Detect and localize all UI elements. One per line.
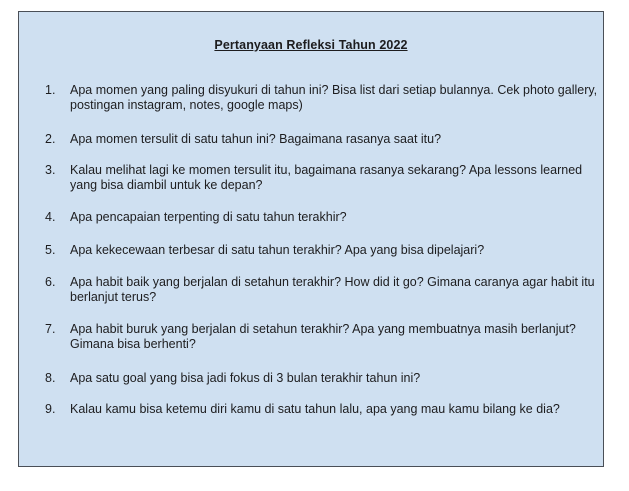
question-text: Apa pencapaian terpenting di satu tahun terakhir? — [70, 210, 347, 224]
question-text: Apa satu goal yang bisa jadi fokus di 3 bulan terakhir tahun ini? — [70, 371, 421, 385]
question-text: Apa habit buruk yang berjalan di setahun terakhir? Apa yang membuatnya masih berlanjut? Gimana bisa berhenti? — [70, 322, 576, 351]
question-text: Apa momen tersulit di satu tahun ini? Bagaimana rasanya saat itu? — [70, 132, 442, 146]
question-number: 1. — [45, 83, 56, 97]
question-number: 2. — [45, 132, 56, 146]
question-text: Apa kekecewaan terbesar di satu tahun terakhir? Apa yang bisa dipelajari? — [70, 243, 485, 257]
document-title: Pertanyaan Refleksi Tahun 2022 — [214, 38, 408, 52]
question-text: Apa habit baik yang berjalan di setahun terakhir? How did it go? Gimana caranya agar habit itu berlanjut terus? — [70, 275, 595, 304]
question-number: 3. — [45, 163, 56, 177]
reflection-card — [18, 11, 604, 467]
question-number: 4. — [45, 210, 56, 224]
question-text: Kalau kamu bisa ketemu diri kamu di satu tahun lalu, apa yang mau kamu bilang ke dia? — [70, 402, 560, 416]
question-number: 6. — [45, 275, 56, 289]
question-number: 7. — [45, 322, 56, 336]
question-text: Apa momen yang paling disyukuri di tahun ini? Bisa list dari setiap bulannya. Cek photo gallery, postingan instagram, notes, google maps) — [70, 83, 598, 112]
question-number: 8. — [45, 371, 56, 385]
question-text: Kalau melihat lagi ke momen tersulit itu, bagaimana rasanya sekarang? Apa lessons learned yang bisa diambil untuk ke depan? — [70, 163, 583, 192]
question-number: 9. — [45, 402, 56, 416]
question-number: 5. — [45, 243, 56, 257]
